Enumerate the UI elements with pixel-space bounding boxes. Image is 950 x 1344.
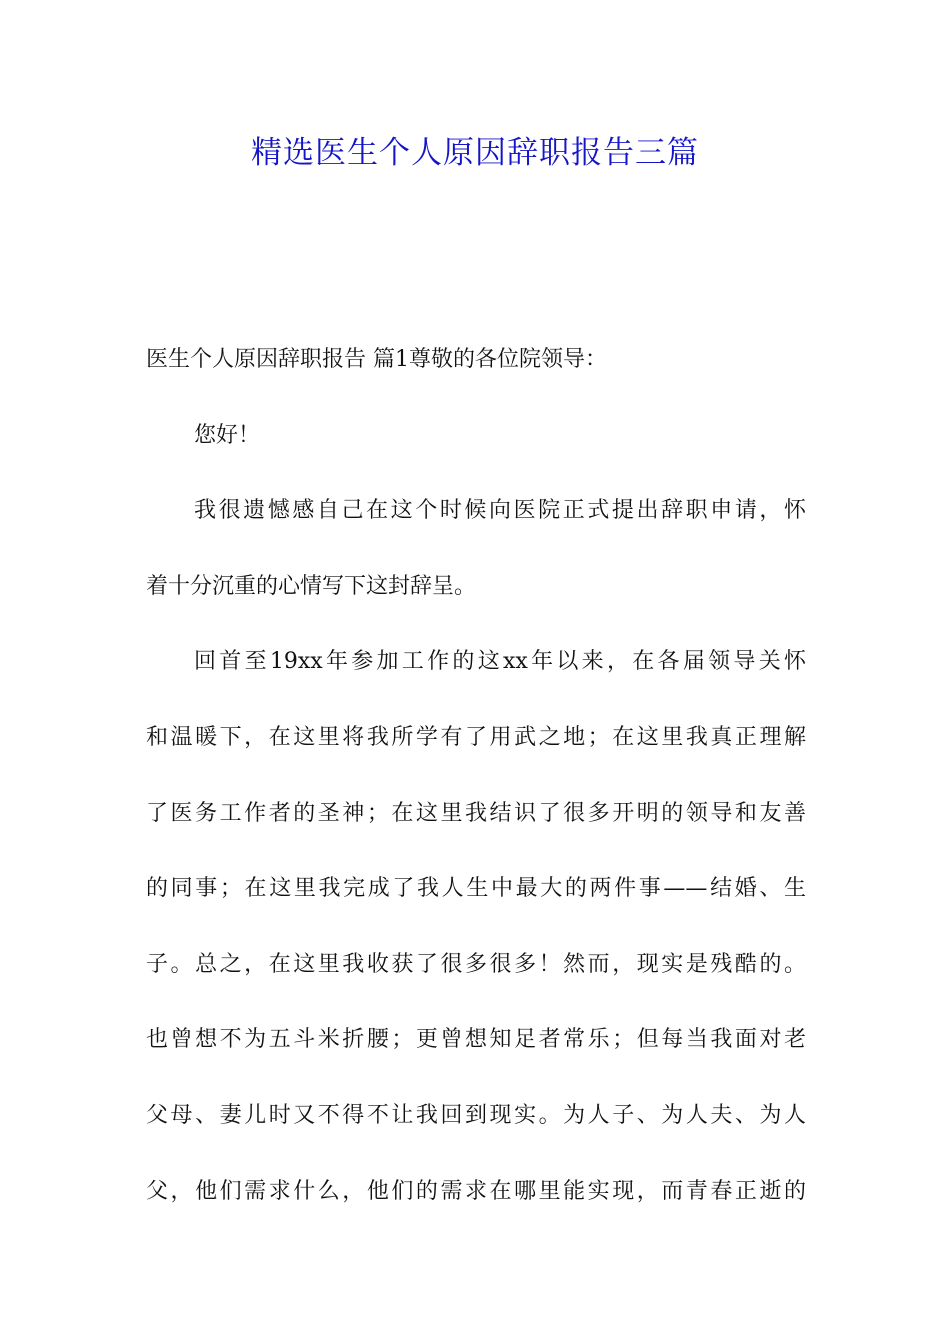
body-line: 父，他们需求什么，他们的需求在哪里能实现，而青春正逝的: [146, 1178, 806, 1204]
body-line: 回首至19xx年参加工作的这xx年以来，在各届领导关怀: [194, 649, 806, 675]
body-line: 也曾想不为五斗米折腰；更曾想知足者常乐；但每当我面对老: [146, 1027, 806, 1053]
greeting-line: 您好！: [194, 422, 261, 448]
document-title: 精选医生个人原因辞职报告三篇: [251, 135, 699, 171]
body-line: 子。总之，在这里我收获了很多很多！然而，现实是残酷的。: [146, 951, 806, 977]
document-body: [146, 333, 806, 1240]
paragraph-heading-line: 医生个人原因辞职报告 篇1尊敬的各位院领导：: [146, 347, 607, 372]
body-line: 我很遗憾感自己在这个时候向医院正式提出辞职申请，怀: [194, 498, 806, 524]
body-line: 的同事；在这里我完成了我人生中最大的两件事——结婚、生: [146, 876, 806, 902]
body-line: 了医务工作者的圣神；在这里我结识了很多开明的领导和友善: [146, 800, 806, 826]
body-line: 着十分沉重的心情写下这封辞呈。: [146, 573, 477, 599]
body-line: 父母、妻儿时又不得不让我回到现实。为人子、为人夫、为人: [146, 1102, 806, 1128]
body-line: 和温暖下，在这里将我所学有了用武之地；在这里我真正理解: [146, 724, 806, 750]
